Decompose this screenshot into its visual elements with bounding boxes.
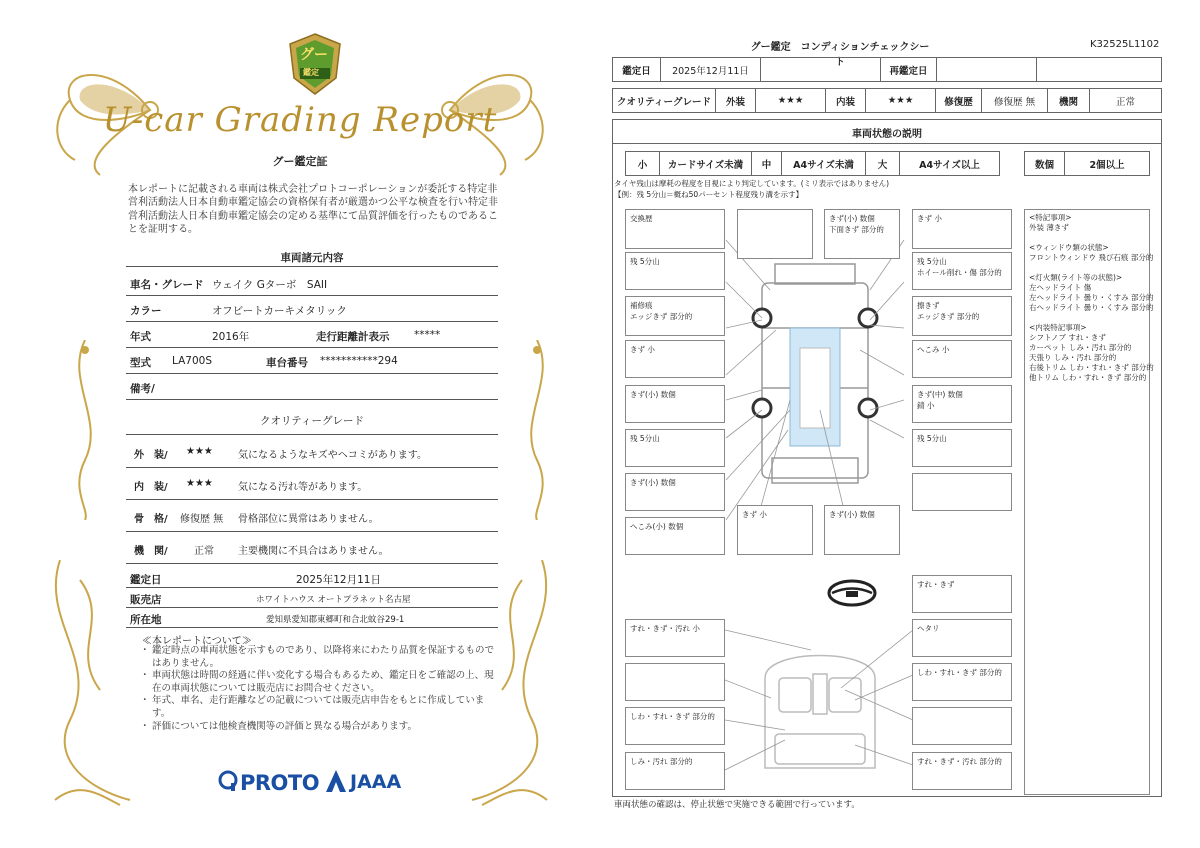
- special-note-line: [1029, 233, 1145, 243]
- engine-value: 正常: [1090, 89, 1162, 113]
- spec-chassis-label: 車台番号: [266, 357, 308, 369]
- spec-row-year: [126, 322, 498, 348]
- quality-interior-rating: ★★★: [186, 478, 213, 489]
- quality-heading: クオリティーグレード: [260, 415, 364, 427]
- quality-engine-label: 機 関/: [134, 546, 168, 557]
- ext-label-l4: きず 小: [625, 340, 725, 378]
- certification-text: 本レポートに記載される車両は株式会社プロトコーポレーションが委託する特定非営利活動法人日本自動車鑑定協会の資格保有者が厳選かつ公平な検査を行い特定非営利活動法人日本自動車鑑定協会の定める基準にて品質評価を行ったものであることを証明する。: [128, 184, 498, 235]
- quality-frame-label: 骨 格/: [134, 514, 168, 525]
- ext-label-r2-line-1: 残 5分山: [917, 257, 947, 266]
- quality-frame-rating: 修復歴 無: [180, 514, 224, 525]
- appraisal-date-value: 2025年12月11日: [296, 574, 381, 586]
- jaaa-logo-icon: [326, 770, 346, 794]
- special-note-line: 天張り しみ・汚れ 部分的: [1029, 353, 1117, 362]
- int-label-r4: [912, 707, 1012, 745]
- notes-title: ≪本レポートについて≫: [142, 636, 252, 647]
- size-medium-label: 中: [752, 152, 782, 176]
- special-note-line: [1029, 263, 1145, 273]
- proto-logo-text: PROTO: [240, 771, 320, 795]
- note-item: ・ 評価については他検査機関等の評価と異なる場合があります。: [140, 721, 500, 734]
- ext-label-t2-line-1: きず(小) 数個: [829, 214, 875, 223]
- ext-label-t1: [737, 209, 813, 259]
- spec-name-label: 車名・グレード: [130, 279, 204, 291]
- condition-heading-rule: [612, 143, 1162, 144]
- jaaa-logo-text: JAAA: [350, 771, 402, 793]
- quality-label: クオリティーグレード: [613, 89, 716, 113]
- ext-label-b2: きず(小) 数個: [824, 505, 900, 555]
- sheet-code: K32525L1102: [1090, 39, 1160, 50]
- interior-value: ★★★: [866, 89, 936, 113]
- int-label-l3: しわ・すれ・きず 部分的: [625, 707, 725, 745]
- condition-check-sheet: [600, 0, 1200, 848]
- ext-label-l7: きず(小) 数個: [625, 473, 725, 511]
- spec-model-value: LA700S: [172, 355, 212, 367]
- note-item: ・ 年式、車名、走行距離などの記載については販売店申告をもとに作成しています。: [140, 695, 500, 720]
- dealer-row: [126, 588, 498, 608]
- quality-row-exterior: [126, 436, 498, 468]
- location-value: 愛知県愛知郡東郷町和合北蚊谷29-1: [266, 615, 405, 625]
- ext-label-l2: 残 5分山: [625, 252, 725, 290]
- ext-label-r5-line-2: 錆 小: [917, 401, 935, 410]
- int-label-l1: すれ・きず・汚れ 小: [625, 619, 725, 657]
- spec-odometer-value: *****: [414, 329, 441, 341]
- tire-note: [614, 179, 889, 200]
- spec-model-label: 型式: [130, 357, 151, 369]
- special-note-line: <灯火類(ライト等の状態)>: [1029, 273, 1123, 282]
- location-label: 所在地: [130, 614, 162, 626]
- special-note-line: カーペット しみ・汚れ 部分的: [1029, 343, 1132, 352]
- spec-remarks-label: 備考/: [130, 383, 155, 395]
- ext-label-b1: きず 小: [737, 505, 813, 555]
- ext-label-t2: [824, 209, 900, 259]
- interior-leader-lines: [725, 620, 915, 790]
- count-desc: 2個以上: [1065, 152, 1150, 176]
- location-row: [126, 608, 498, 628]
- spec-row-color: [126, 296, 498, 322]
- special-note-line: <内装特記事項>: [1029, 323, 1087, 332]
- date-label: 鑑定日: [613, 58, 661, 82]
- exterior-leader-lines: [700, 210, 930, 540]
- count-label: 数個: [1025, 152, 1065, 176]
- seal-text-bottom: 鑑定: [303, 68, 319, 77]
- reappraisal-value: [937, 58, 1037, 82]
- side-ornament-left: [60, 340, 110, 520]
- int-label-l4: しみ・汚れ 部分的: [625, 752, 725, 790]
- quality-interior-label: 内 装/: [134, 482, 168, 493]
- spec-name-value: ウェイク Gターボ SAII: [212, 279, 328, 291]
- ext-label-r6: 残 5分山: [912, 429, 1012, 467]
- ext-label-r5: [912, 385, 1012, 423]
- special-note-line: シフトノブ すれ・きず: [1029, 333, 1106, 342]
- note-item: ・ 車両状態は時間の経過に伴い変化する場合もあるため、鑑定日をご確認の上、現在の車両状態については販売店にお問合せください。: [140, 670, 500, 695]
- engine-label: 機関: [1048, 89, 1090, 113]
- size-small-label: 小: [626, 152, 660, 176]
- proto-logo-icon: [218, 770, 238, 792]
- special-note-line: 左ヘッドライト 傷: [1029, 283, 1092, 292]
- exterior-label: 外装: [716, 89, 756, 113]
- ext-label-l3-line-2: エッジきず 部分的: [630, 312, 693, 321]
- ext-label-l5: きず(小) 数個: [625, 385, 725, 423]
- sheet-footer: 車両状態の確認は、停止状態で実施できる範囲で行っています。: [614, 800, 860, 810]
- specs-heading: 車両諸元内容: [280, 252, 344, 264]
- date-table: [612, 57, 1162, 82]
- repair-value: 修復歴 無: [982, 89, 1048, 113]
- spec-year-value: 2016年: [212, 331, 250, 343]
- size-medium-desc: A4サイズ未満: [782, 152, 866, 176]
- spec-color-label: カラー: [130, 305, 162, 317]
- special-note-line: 左ヘッドライト 曇り・くすみ 部分的: [1029, 293, 1154, 302]
- spec-color-value: オフビートカーキメタリック: [212, 305, 347, 317]
- quality-engine-rating: 正常: [194, 546, 214, 557]
- int-label-r2: ヘタリ: [912, 619, 1012, 657]
- quality-exterior-comment: 気になるようなキズやヘコミがあります。: [238, 450, 427, 461]
- special-notes-box: [1024, 209, 1154, 795]
- special-note-line: 他トリム しわ・すれ・きず 部分的: [1029, 373, 1147, 382]
- repair-label: 修復歴: [936, 89, 982, 113]
- appraisal-date-row: [126, 568, 498, 588]
- size-large-desc: A4サイズ以上: [900, 152, 1000, 176]
- tire-note-line-1: タイヤ残山は摩耗の程度を目視により判定しています。(ミリ表示ではありません): [614, 179, 890, 188]
- tire-note-line-2: 【例：残 5分山＝概ね50パーセント程度残り溝を示す】: [614, 189, 804, 199]
- spec-odometer-label: 走行距離計表示: [316, 331, 390, 343]
- reappraisal-label: 再鑑定日: [881, 58, 937, 82]
- int-label-l2: [625, 663, 725, 701]
- date-blank: [761, 58, 881, 82]
- ext-label-r4: へこみ 小: [912, 340, 1012, 378]
- special-note-line: [1029, 313, 1145, 323]
- quality-row-frame: [126, 500, 498, 532]
- goo-appraisal-seal: [286, 32, 344, 96]
- reappraisal-blank: [1037, 58, 1162, 82]
- quality-frame-comment: 骨格部位に異常はありません。: [238, 514, 379, 525]
- ext-label-r2: [912, 252, 1012, 290]
- ext-label-r5-line-1: きず(中) 数個: [917, 390, 963, 399]
- quality-engine-comment: 主要機関に不具合はありません。: [238, 546, 389, 557]
- ext-label-l3: [625, 296, 725, 336]
- quality-table: [612, 88, 1162, 113]
- report-subtitle: グー鑑定証: [272, 155, 328, 168]
- quality-interior-comment: 気になる汚れ等があります。: [238, 482, 368, 493]
- ext-label-t2-line-2: 下面きず 部分的: [829, 225, 884, 234]
- spec-year-label: 年式: [130, 331, 151, 343]
- spec-row-name: [126, 270, 498, 296]
- size-large-label: 大: [866, 152, 900, 176]
- special-note-line: <ウィンドウ類の状態>: [1029, 243, 1109, 252]
- ext-label-l6: 残 5分山: [625, 429, 725, 467]
- int-label-r3: しわ・すれ・きず 部分的: [912, 663, 1012, 701]
- specs-heading-rule: [126, 266, 498, 267]
- spec-row-remarks: [126, 374, 498, 400]
- size-small-desc: カードサイズ未満: [660, 152, 752, 176]
- seal-text-top: グー: [300, 47, 328, 63]
- special-note-line: 右ヘッドライト 曇り・くすみ 部分的: [1029, 303, 1154, 312]
- ext-label-r3-line-2: エッジきず 部分的: [917, 312, 980, 321]
- date-value: 2025年12月11日: [661, 58, 761, 82]
- ext-label-r7: [912, 473, 1012, 511]
- ext-label-r2-line-2: ホイール削れ・傷 部分的: [917, 268, 1002, 277]
- spec-row-model: [126, 348, 498, 374]
- special-note-line: 外装 薄きず: [1029, 223, 1069, 232]
- steering-wheel-icon: [826, 578, 878, 608]
- quality-row-engine: [126, 532, 498, 564]
- dealer-value: ホワイトハウス オートプラネット名古屋: [256, 595, 411, 605]
- special-note-line: 右後トリム しわ・すれ・きず 部分的: [1029, 363, 1154, 372]
- size-legend-table: [625, 151, 1000, 176]
- count-legend-table: [1024, 151, 1150, 176]
- exterior-value: ★★★: [756, 89, 826, 113]
- interior-label: 内装: [826, 89, 866, 113]
- report-title: U-car Grading Report: [102, 100, 498, 140]
- sheet-header: グー鑑定 コンディションチェックシート: [750, 42, 930, 68]
- side-ornament-right: [512, 340, 562, 520]
- spec-chassis-value: ***********294: [320, 355, 398, 367]
- ext-label-r1: きず 小: [912, 209, 1012, 249]
- condition-heading: 車両状態の説明: [852, 129, 922, 140]
- special-note-line: <特記事項>: [1029, 213, 1072, 222]
- special-note-line: フロントウィンドウ 飛び石痕 部分的: [1029, 253, 1154, 262]
- ext-label-r3: [912, 296, 1012, 336]
- dealer-label: 販売店: [130, 594, 162, 606]
- ext-label-l3-line-1: 補修痕: [630, 301, 653, 310]
- ext-label-r3-line-1: 擦きず: [917, 301, 940, 310]
- quality-exterior-label: 外 装/: [134, 450, 168, 461]
- ext-label-l1: 交換歴: [625, 209, 725, 249]
- appraisal-date-label: 鑑定日: [130, 574, 162, 586]
- quality-heading-rule: [126, 434, 498, 435]
- quality-exterior-rating: ★★★: [186, 446, 213, 457]
- int-label-r5: すれ・きず・汚れ 部分的: [912, 752, 1012, 790]
- quality-row-interior: [126, 468, 498, 500]
- int-label-r1: すれ・きず: [912, 575, 1012, 613]
- note-item: ・ 鑑定時点の車両状態を示すものであり、以降将来にわたり品質を保証するものではありません。: [140, 645, 500, 670]
- notes-list: [140, 645, 500, 733]
- ext-label-l8: へこみ(小) 数個: [625, 517, 725, 555]
